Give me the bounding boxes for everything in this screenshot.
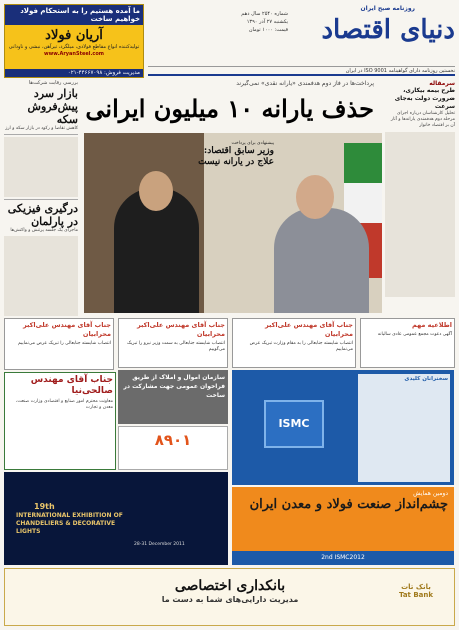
ismc-speakers-title: سخنرانان کلیدی bbox=[404, 376, 448, 382]
photo-caption-headline[interactable]: وزیر سابق اقتصاد: علاج در یارانه نیست bbox=[198, 146, 274, 167]
notice-4[interactable] bbox=[360, 318, 455, 368]
phone-number-ad[interactable] bbox=[118, 426, 228, 470]
tat-bank-logo-en: Tat Bank bbox=[398, 591, 434, 599]
congratulation-ad-body: معاونت محترم امور صنایع و اقتصادی وزارت صنعت، معدن و تجارت bbox=[15, 399, 113, 410]
tat-bank-ad[interactable] bbox=[4, 568, 455, 626]
ismc-conference-ad[interactable] bbox=[232, 370, 454, 485]
tender-ad[interactable] bbox=[118, 370, 228, 424]
tat-bank-ad-text bbox=[85, 577, 375, 604]
congratulation-ad-title: جناب آقای مهندس صالحی‌نیا bbox=[30, 375, 113, 396]
left-text-block bbox=[4, 137, 78, 197]
notice-3-body: انتصاب شایسته جنابعالی را به مقام وزارت تبریک عرض می‌نماییم bbox=[249, 341, 353, 352]
notice-4-body: آگهی دعوت مجمع عمومی عادی سالیانه bbox=[377, 332, 452, 337]
flag-green bbox=[344, 143, 382, 183]
person-right bbox=[274, 208, 369, 313]
congratulation-ad[interactable] bbox=[4, 372, 116, 470]
tender-ad-text: سازمان اموال و املاک از طریق فراخوان عمومی جهت مشارکت در ساخت bbox=[123, 374, 225, 399]
issue-price: قیمت: ۱۰۰۰ تومان bbox=[248, 27, 288, 33]
notice-2[interactable] bbox=[118, 318, 228, 368]
masthead bbox=[148, 4, 455, 64]
main-photo[interactable] bbox=[84, 133, 382, 313]
photo-caption bbox=[194, 141, 274, 187]
issue-date: یکشنبه ۲۷ آذر ۱۳۹۰ bbox=[246, 19, 288, 25]
notice-1-title: جناب آقای مهندس علی‌اکبر محرابیان bbox=[22, 321, 111, 338]
ismc-logo: ISMC bbox=[264, 400, 324, 448]
notice-2-title: جناب آقای مهندس علی‌اکبر محرابیان bbox=[136, 321, 225, 338]
chandelier-ad-title: INTERNATIONAL EXHIBITION OF CHANDELIERS & DECORATIVE LIGHTS bbox=[16, 512, 123, 535]
steel-conference-ad[interactable] bbox=[232, 487, 454, 565]
aryan-steel-ad[interactable] bbox=[4, 4, 144, 78]
left-column bbox=[4, 80, 78, 316]
chandelier-ad-edition: 19th bbox=[34, 502, 55, 511]
steel-ad-band: 2nd ISMC2012 bbox=[232, 551, 454, 565]
aryan-ad-subtitle: تولیدکننده انواع مقاطع فولادی، میلگرد، تیرآهن، نبشی و ناودانی bbox=[8, 44, 140, 50]
right-column bbox=[385, 80, 455, 315]
photo-caption-kicker: پیشنهادی برای پرداخت bbox=[231, 141, 274, 146]
aryan-ad-website[interactable]: www.AryanSteel.com bbox=[44, 51, 104, 57]
masthead-meta bbox=[148, 10, 288, 34]
notice-4-title: اطلاعیه مهم bbox=[412, 321, 452, 329]
notice-1-body: انتصاب شایسته جنابعالی را تبریک عرض می‌نماییم bbox=[18, 341, 111, 346]
phone-number-ad-number: ۸۹۰۱ bbox=[154, 431, 192, 449]
left-kicker-1: بررسی رقابت شرکت‌ها bbox=[28, 80, 78, 86]
iso-tagline: نخستین روزنامه دارای گواهینامه ISO 9001 در ایران bbox=[148, 66, 455, 76]
tat-bank-logo bbox=[386, 583, 446, 599]
chandelier-exhibition-ad[interactable] bbox=[4, 472, 228, 565]
main-kicker: پرداخت‌ها در فاز دوم هدفمندی «یارانه نقدی» نمی‌گیرند bbox=[236, 80, 374, 87]
left-text-block bbox=[4, 236, 78, 316]
editorial-title[interactable]: طرح بیمه بیکاری، ضرورت دولت به‌جای سرعت bbox=[394, 87, 455, 110]
masthead-daily-label: روزنامه صبح ایران bbox=[360, 5, 415, 12]
tat-bank-ad-subtitle: مدیریت دارایی‌های شما به دست ما bbox=[161, 595, 299, 604]
left-headline-2[interactable]: درگیری فیزیکی در پارلمان bbox=[7, 202, 78, 228]
notice-3[interactable] bbox=[232, 318, 356, 368]
tat-bank-logo-fa: بانک تات bbox=[401, 583, 431, 591]
aryan-ad-name: آریان فولاد bbox=[45, 28, 103, 43]
aryan-ad-slogan: ما آمده هستیم را به استحکام فولاد خواهیم ساخت bbox=[5, 5, 143, 25]
notice-2-body: انتصاب شایسته جنابعالی به سمت وزیر نیرو را تبریک می‌گوییم bbox=[126, 341, 225, 352]
steel-ad-kicker: دومین همایش bbox=[413, 490, 448, 497]
aryan-ad-phone: مدیریت فروش: ۴۴۶۶۷۰۹۸-۰۲۱ bbox=[5, 69, 143, 77]
tat-bank-ad-title: بانکداری اختصاصی bbox=[174, 578, 286, 594]
divider bbox=[4, 134, 78, 135]
issue-number: شماره ۲۵۴۰ سال دهم bbox=[241, 11, 288, 17]
main-headline[interactable]: حذف یارانه ۱۰ میلیون ایرانی bbox=[85, 94, 374, 123]
steel-ad-headline: چشم‌انداز صنعت فولاد و معدن ایران bbox=[249, 497, 448, 512]
notice-1[interactable] bbox=[4, 318, 114, 370]
left-headline-1[interactable]: بازار سرد پیش‌فروش سکه bbox=[27, 87, 78, 126]
left-body-1: کاهش تقاضا و رکود در بازار سکه و ارز bbox=[5, 126, 78, 131]
editorial-body: تحلیل کارشناسان درباره اجرای مرحله دوم هدفمندی یارانه‌ها و آثار آن بر اقتصاد خانوار bbox=[390, 111, 455, 128]
masthead-logo[interactable]: دنیای اقتصاد bbox=[321, 15, 455, 45]
ismc-speakers-list bbox=[358, 374, 450, 482]
notice-3-title: جناب آقای مهندس علی‌اکبر محرابیان bbox=[264, 321, 353, 338]
person-right-head bbox=[296, 175, 334, 219]
editorial-text-block bbox=[385, 132, 455, 297]
divider bbox=[4, 199, 78, 200]
chandelier-ad-dates: 28-31 December 2011 bbox=[134, 542, 185, 547]
editorial-label: سرمقاله bbox=[429, 80, 455, 87]
person-left-head bbox=[139, 171, 173, 211]
left-body-2: ماجرای یک جلسه پرتنش و واکنش‌ها bbox=[10, 228, 78, 233]
